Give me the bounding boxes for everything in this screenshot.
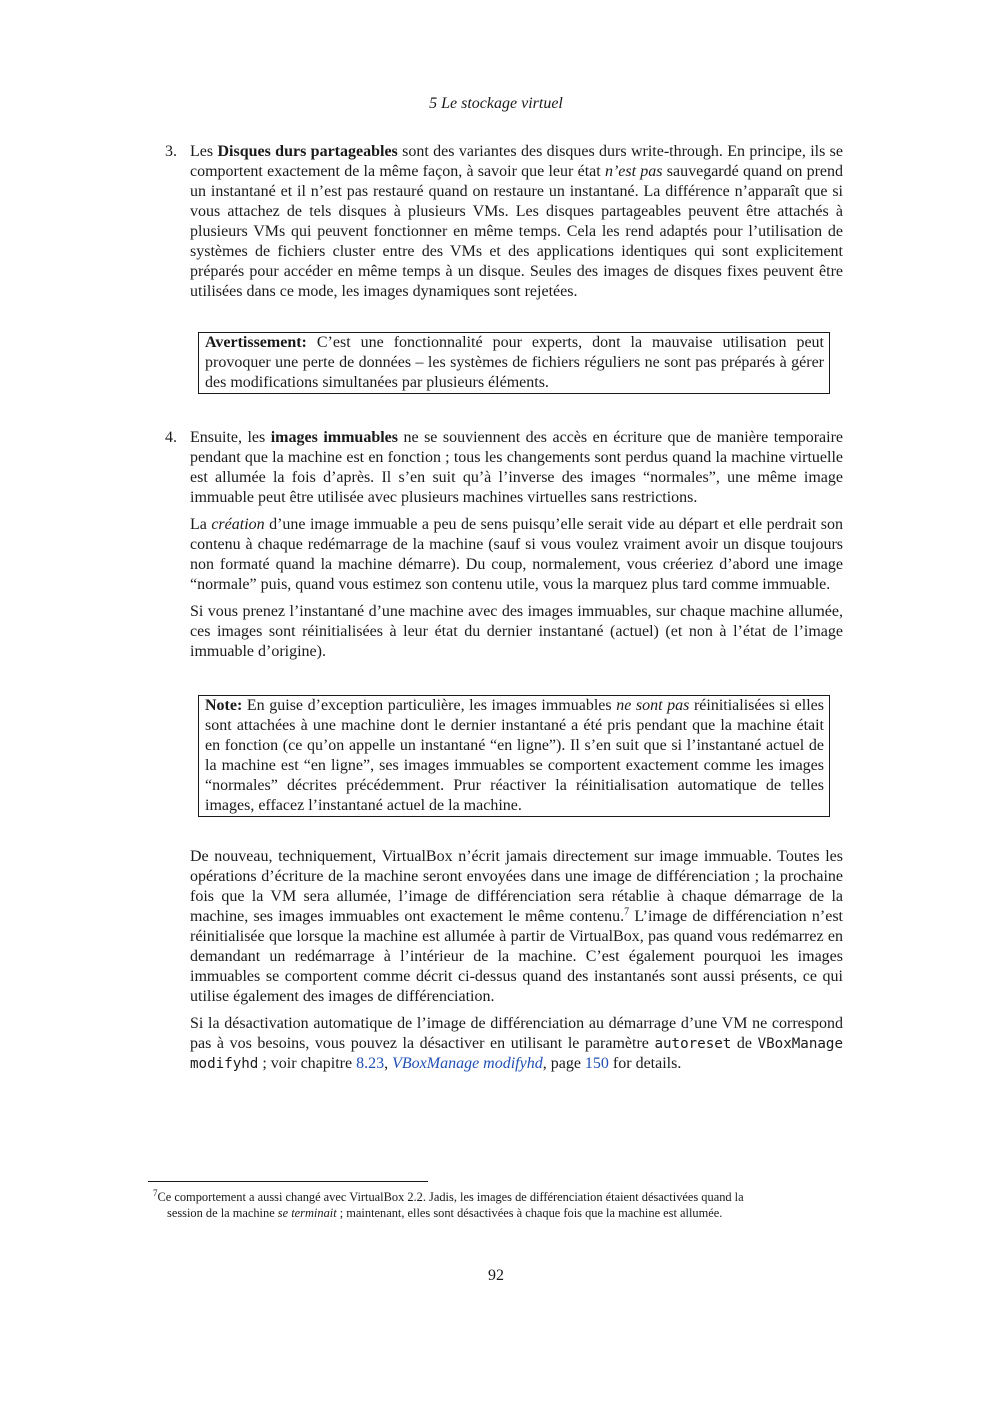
list-number: 3. (165, 143, 177, 160)
page-number: 92 (488, 1267, 504, 1284)
text-run: , (384, 1055, 393, 1072)
text-run: Les (190, 143, 218, 160)
footnote-ref[interactable]: 7 (624, 906, 630, 918)
footnote-mark: 7 (153, 1188, 158, 1198)
text-run: ; voir chapitre (258, 1055, 357, 1072)
text-run: , page (542, 1055, 585, 1072)
emphasis: création (211, 516, 265, 533)
emphasis: n’est pas (604, 163, 663, 180)
autoreset-paragraph (190, 1014, 843, 1074)
text-run: sauvegardé quand on prend un instantané et il n’est pas restauré quand on restaure un instantané. La différence n’apparaît que si vous attachez de tels disques à plusieurs VMs. Les disques partageables peuvent être attachés à plusieurs VMs qui peuvent fonctionner en même temps. Cela les rend adaptés pour l’utilisation de systèmes de fichiers cluster entre des VMs et des applications identiques qui sont explicitement préparés pour accéder en même temps à un disque. Seules des images de disques fixes peuvent être utilisées dans ce mode, les images dynamiques sont rejetées. (190, 163, 843, 300)
warning-label: Avertissement: (205, 334, 307, 351)
continuation-block (190, 847, 843, 1074)
text-run: Si la désactivation automatique de l’image de différenciation au démarrage d’une VM ne correspond pas à vos besoins, vous pouvez la désactiver en utilisant le paramètre (190, 1015, 843, 1052)
warning-text: C’est une fonctionnalité pour experts, dont la mauvaise utilisation peut provoquer une perte de données – les systèmes de fichiers réguliers ne sont pas préparés à gérer des modifications simultanées par plusieurs éléments. (205, 334, 824, 391)
differencing-paragraph (190, 847, 843, 1007)
emphasis: ne sont pas (616, 697, 690, 714)
snapshot-paragraph: Si vous prenez l’instantané d’une machine avec des images immuables, sur chaque machine allumée, ces images sont réinitialisées à leur état du dernier instantané (actuel) (et non à l’état de l’image immuable d’origine). (190, 603, 843, 660)
text-run: En guise d’exception particulière, les images immuables (242, 697, 617, 714)
list-item-3 (165, 142, 844, 302)
shareable-disks-paragraph (190, 142, 843, 302)
footnote (153, 1185, 843, 1221)
text-run: Ensuite, les (190, 429, 271, 446)
page-link[interactable]: 150 (584, 1055, 609, 1072)
text-run: L’image de différenciation n’est réinitialisée que lorsque la machine est allumée à partir de VirtualBox, pas quand vous redémarrez en demandant un redémarrage à l’intérieur de la machine. C’est également pourquoi les images immuables se comportent comme décrit ci-dessus quand des instantanés sont aussi présents, ce qui utilise également des images de différenciation. (190, 908, 843, 1005)
note-label: Note: (205, 697, 243, 714)
list-item-4 (165, 428, 844, 662)
code-vboxmanage-modifyhd: VBoxManage modifyhd (190, 1036, 844, 1072)
section-title-link[interactable]: VBoxManage modifyhd (392, 1055, 543, 1072)
text-run: sont des variantes des disques durs write-through. En principe, ils se comportent exactement de la même façon, à savoir que leur état (190, 143, 844, 180)
immutable-images-paragraph (190, 428, 843, 508)
chapter-link[interactable]: 8.23 (356, 1055, 385, 1072)
text-run: d’une image immuable a peu de sens puisqu’elle serait vide au départ et elle perdrait son contenu à chaque redémarrage de la machine (sauf si vous voulez vraiment avoir un disque toujours non formaté quand la machine démarre). Du coup, normalement, vous créeriez d’abord une image “normale” puis, quand vous estimez son contenu utile, vous la marquez plus tard comme immuable. (190, 516, 843, 593)
term-shareable-disks: Disques durs partageables (217, 143, 398, 160)
text-run: ne se souviennent des accès en écriture que de manière temporaire pendant que la machine est en fonction ; tous les changements sont perdus quand la machine virtuelle est allumée la fois d’après. Il s’en suit qu’à l’inverse des images “normales”, une même image immuable peut être utilisée avec plusieurs machines virtuelles sans restrictions. (190, 429, 844, 506)
term-immutable-images: images immuables (270, 429, 398, 446)
running-header: 5 Le stockage virtuel (429, 95, 563, 112)
creation-paragraph (190, 515, 843, 595)
text-run: La (190, 516, 212, 533)
note-box (198, 695, 830, 817)
page-body (165, 142, 844, 1074)
text-run: De nouveau, techniquement, VirtualBox n’écrit jamais directement sur image immuable. Toutes les opérations d’écriture de la machine seront envoyées dans une image de différenciation ; la prochaine fois que la VM sera allumée, l’image de différenciation sera rétablie à chaque démarrage de la machine, ses images immuables ont exactement le même contenu. (190, 848, 843, 925)
footnote-divider (148, 1181, 428, 1182)
text-run: de (731, 1035, 758, 1052)
code-autoreset: autoreset (654, 1036, 732, 1052)
text-run: réinitialisées si elles sont attachées à une machine dont le dernier instantané a été pris pendant que la machine était en fonction (ce qu’on appelle un instantané “en ligne”). Il s’en suit que si l’instantané actuel de la machine est “en ligne”, ses images immuables se comportent exactement comme les images “normales” décrites précédemment. Prur réactiver la réinitialisation automatique de telles images, effacez l’instantané actuel de la machine. (205, 697, 824, 814)
list-number: 4. (165, 429, 177, 446)
text-run: for details. (608, 1055, 682, 1072)
emphasis: se terminait (277, 1206, 337, 1221)
text-run: ; maintenant, elles sont désactivées à chaque fois que la machine est allumée. (336, 1206, 723, 1221)
text-run: session de la machine (167, 1206, 278, 1221)
warning-box (198, 332, 830, 394)
text-run: Ce comportement a aussi changé avec VirtualBox 2.2. Jadis, les images de différenciation étaient désactivées quand la (157, 1190, 744, 1205)
